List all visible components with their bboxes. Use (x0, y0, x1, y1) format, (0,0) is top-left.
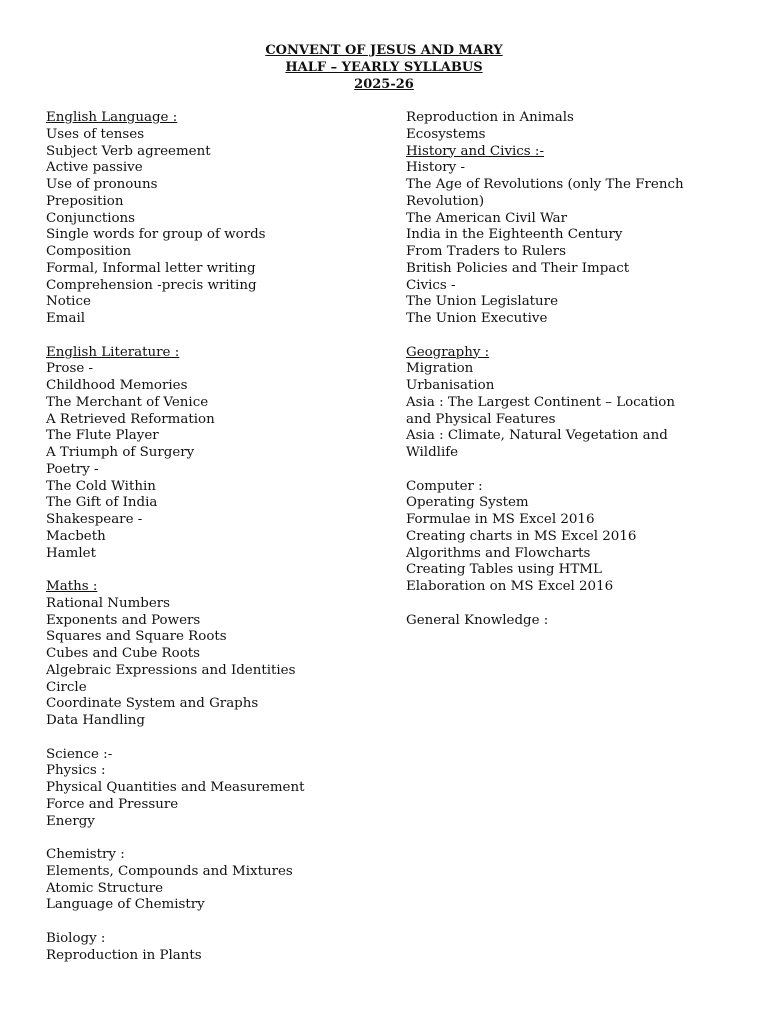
syllabus-item: Cubes and Cube Roots (46, 646, 201, 661)
syllabus-item: History - (406, 160, 466, 176)
syllabus-item: Ecosystems (406, 126, 486, 142)
syllabus-item: Poetry - (46, 461, 99, 477)
syllabus-item: Creating charts in MS Excel 2016 (406, 528, 637, 544)
syllabus-item: Physical Quantities and Measurement (46, 780, 305, 795)
syllabus-item: The Merchant of Venice (46, 394, 209, 410)
syllabus-item: Wildlife (406, 445, 459, 460)
academic-year: 2025-26 (354, 76, 414, 92)
syllabus-item: Circle (46, 679, 87, 695)
blank-line (46, 562, 376, 579)
syllabus-item: Conjunctions (46, 210, 136, 226)
syllabus-item: Childhood Memories (46, 378, 188, 393)
syllabus-item: Language of Chemistry (46, 897, 205, 913)
subject-heading: History and Civics :- (406, 143, 544, 159)
syllabus-item: Migration (406, 361, 474, 377)
blank-line (46, 730, 376, 747)
syllabus-item: The Age of Revolutions (only The French (406, 177, 684, 192)
syllabus-item: Force and Pressure (46, 796, 179, 812)
syllabus-item: Single words for group of words (46, 227, 266, 243)
syllabus-item: Subject Verb agreement (46, 143, 211, 159)
syllabus-item: Biology : (46, 930, 106, 946)
syllabus-item: Formulae in MS Excel 2016 (406, 512, 595, 527)
syllabus-item: The Union Executive (406, 311, 548, 326)
syllabus-item: Notice (46, 294, 91, 310)
school-name: CONVENT OF JESUS AND MARY (265, 43, 503, 58)
syllabus-item: Physics : (46, 763, 106, 779)
syllabus-item: Squares and Square Roots (46, 629, 227, 645)
syllabus-item: Uses of tenses (46, 126, 145, 142)
syllabus-item: The Flute Player (46, 428, 159, 444)
syllabus-item: Preposition (46, 193, 124, 209)
syllabus-item: A Triumph of Surgery (46, 445, 195, 460)
subject-heading: English Literature : (46, 344, 180, 360)
syllabus-item: Active passive (46, 160, 143, 176)
syllabus-item: Data Handling (46, 713, 145, 728)
subject-heading: Geography : (406, 344, 490, 360)
blank-line (46, 914, 376, 931)
right-column (406, 110, 726, 629)
subject-heading: English Language : (46, 110, 178, 125)
syllabus-item: Creating Tables using HTML (406, 562, 602, 578)
syllabus-item: British Policies and Their Impact (406, 260, 630, 276)
syllabus-item: Asia : The Largest Continent – Location (406, 394, 675, 410)
syllabus-item: and Physical Features (406, 411, 556, 427)
subject-heading: Maths : (46, 579, 98, 594)
syllabus-item: Rational Numbers (46, 595, 171, 611)
syllabus-item: Reproduction in Plants (46, 947, 202, 963)
syllabus-item: Use of pronouns (46, 177, 158, 192)
syllabus-item: Elaboration on MS Excel 2016 (406, 579, 614, 594)
blank-line (406, 596, 726, 613)
left-column (46, 110, 376, 964)
syllabus-item: Email (46, 311, 86, 326)
blank-line (406, 462, 726, 479)
syllabus-item: Chemistry : (46, 847, 125, 862)
syllabus-item: Asia : Climate, Natural Vegetation and (406, 428, 668, 444)
syllabus-item: Algebraic Expressions and Identities (46, 662, 296, 678)
syllabus-item: Prose - (46, 361, 94, 377)
syllabus-item: Elements, Compounds and Mixtures (46, 863, 293, 879)
syllabus-item: Civics - (406, 277, 456, 293)
syllabus-title: HALF – YEARLY SYLLABUS (285, 59, 483, 75)
syllabus-item: Comprehension -precis writing (46, 277, 257, 293)
syllabus-item: General Knowledge : (406, 612, 549, 628)
syllabus-item: Shakespeare - (46, 512, 143, 527)
syllabus-item: The Union Legislature (406, 294, 559, 310)
syllabus-item: Macbeth (46, 528, 106, 544)
syllabus-item: Coordinate System and Graphs (46, 696, 259, 712)
syllabus-item: Reproduction in Animals (406, 110, 574, 125)
syllabus-item: The Gift of India (46, 495, 158, 511)
syllabus-item: Revolution) (406, 193, 485, 209)
syllabus-item: Exponents and Powers (46, 612, 201, 628)
syllabus-item: Computer : (406, 478, 483, 494)
syllabus-item: Formal, Informal letter writing (46, 260, 256, 276)
syllabus-item: The American Civil War (406, 210, 567, 226)
document-header (0, 43, 768, 93)
syllabus-item: Energy (46, 813, 95, 829)
syllabus-item: Algorithms and Flowcharts (406, 545, 591, 561)
blank-line (46, 830, 376, 847)
syllabus-item: Urbanisation (406, 378, 495, 393)
syllabus-item: Operating System (406, 495, 529, 511)
syllabus-item: A Retrieved Reformation (46, 411, 215, 427)
syllabus-item: The Cold Within (46, 478, 156, 494)
syllabus-item: Hamlet (46, 545, 96, 561)
syllabus-item: From Traders to Rulers (406, 244, 566, 259)
blank-line (406, 328, 726, 345)
syllabus-item: Composition (46, 244, 132, 259)
blank-line (46, 328, 376, 345)
syllabus-item: Science :- (46, 746, 113, 762)
syllabus-item: India in the Eighteenth Century (406, 227, 623, 243)
syllabus-item: Atomic Structure (46, 880, 164, 896)
